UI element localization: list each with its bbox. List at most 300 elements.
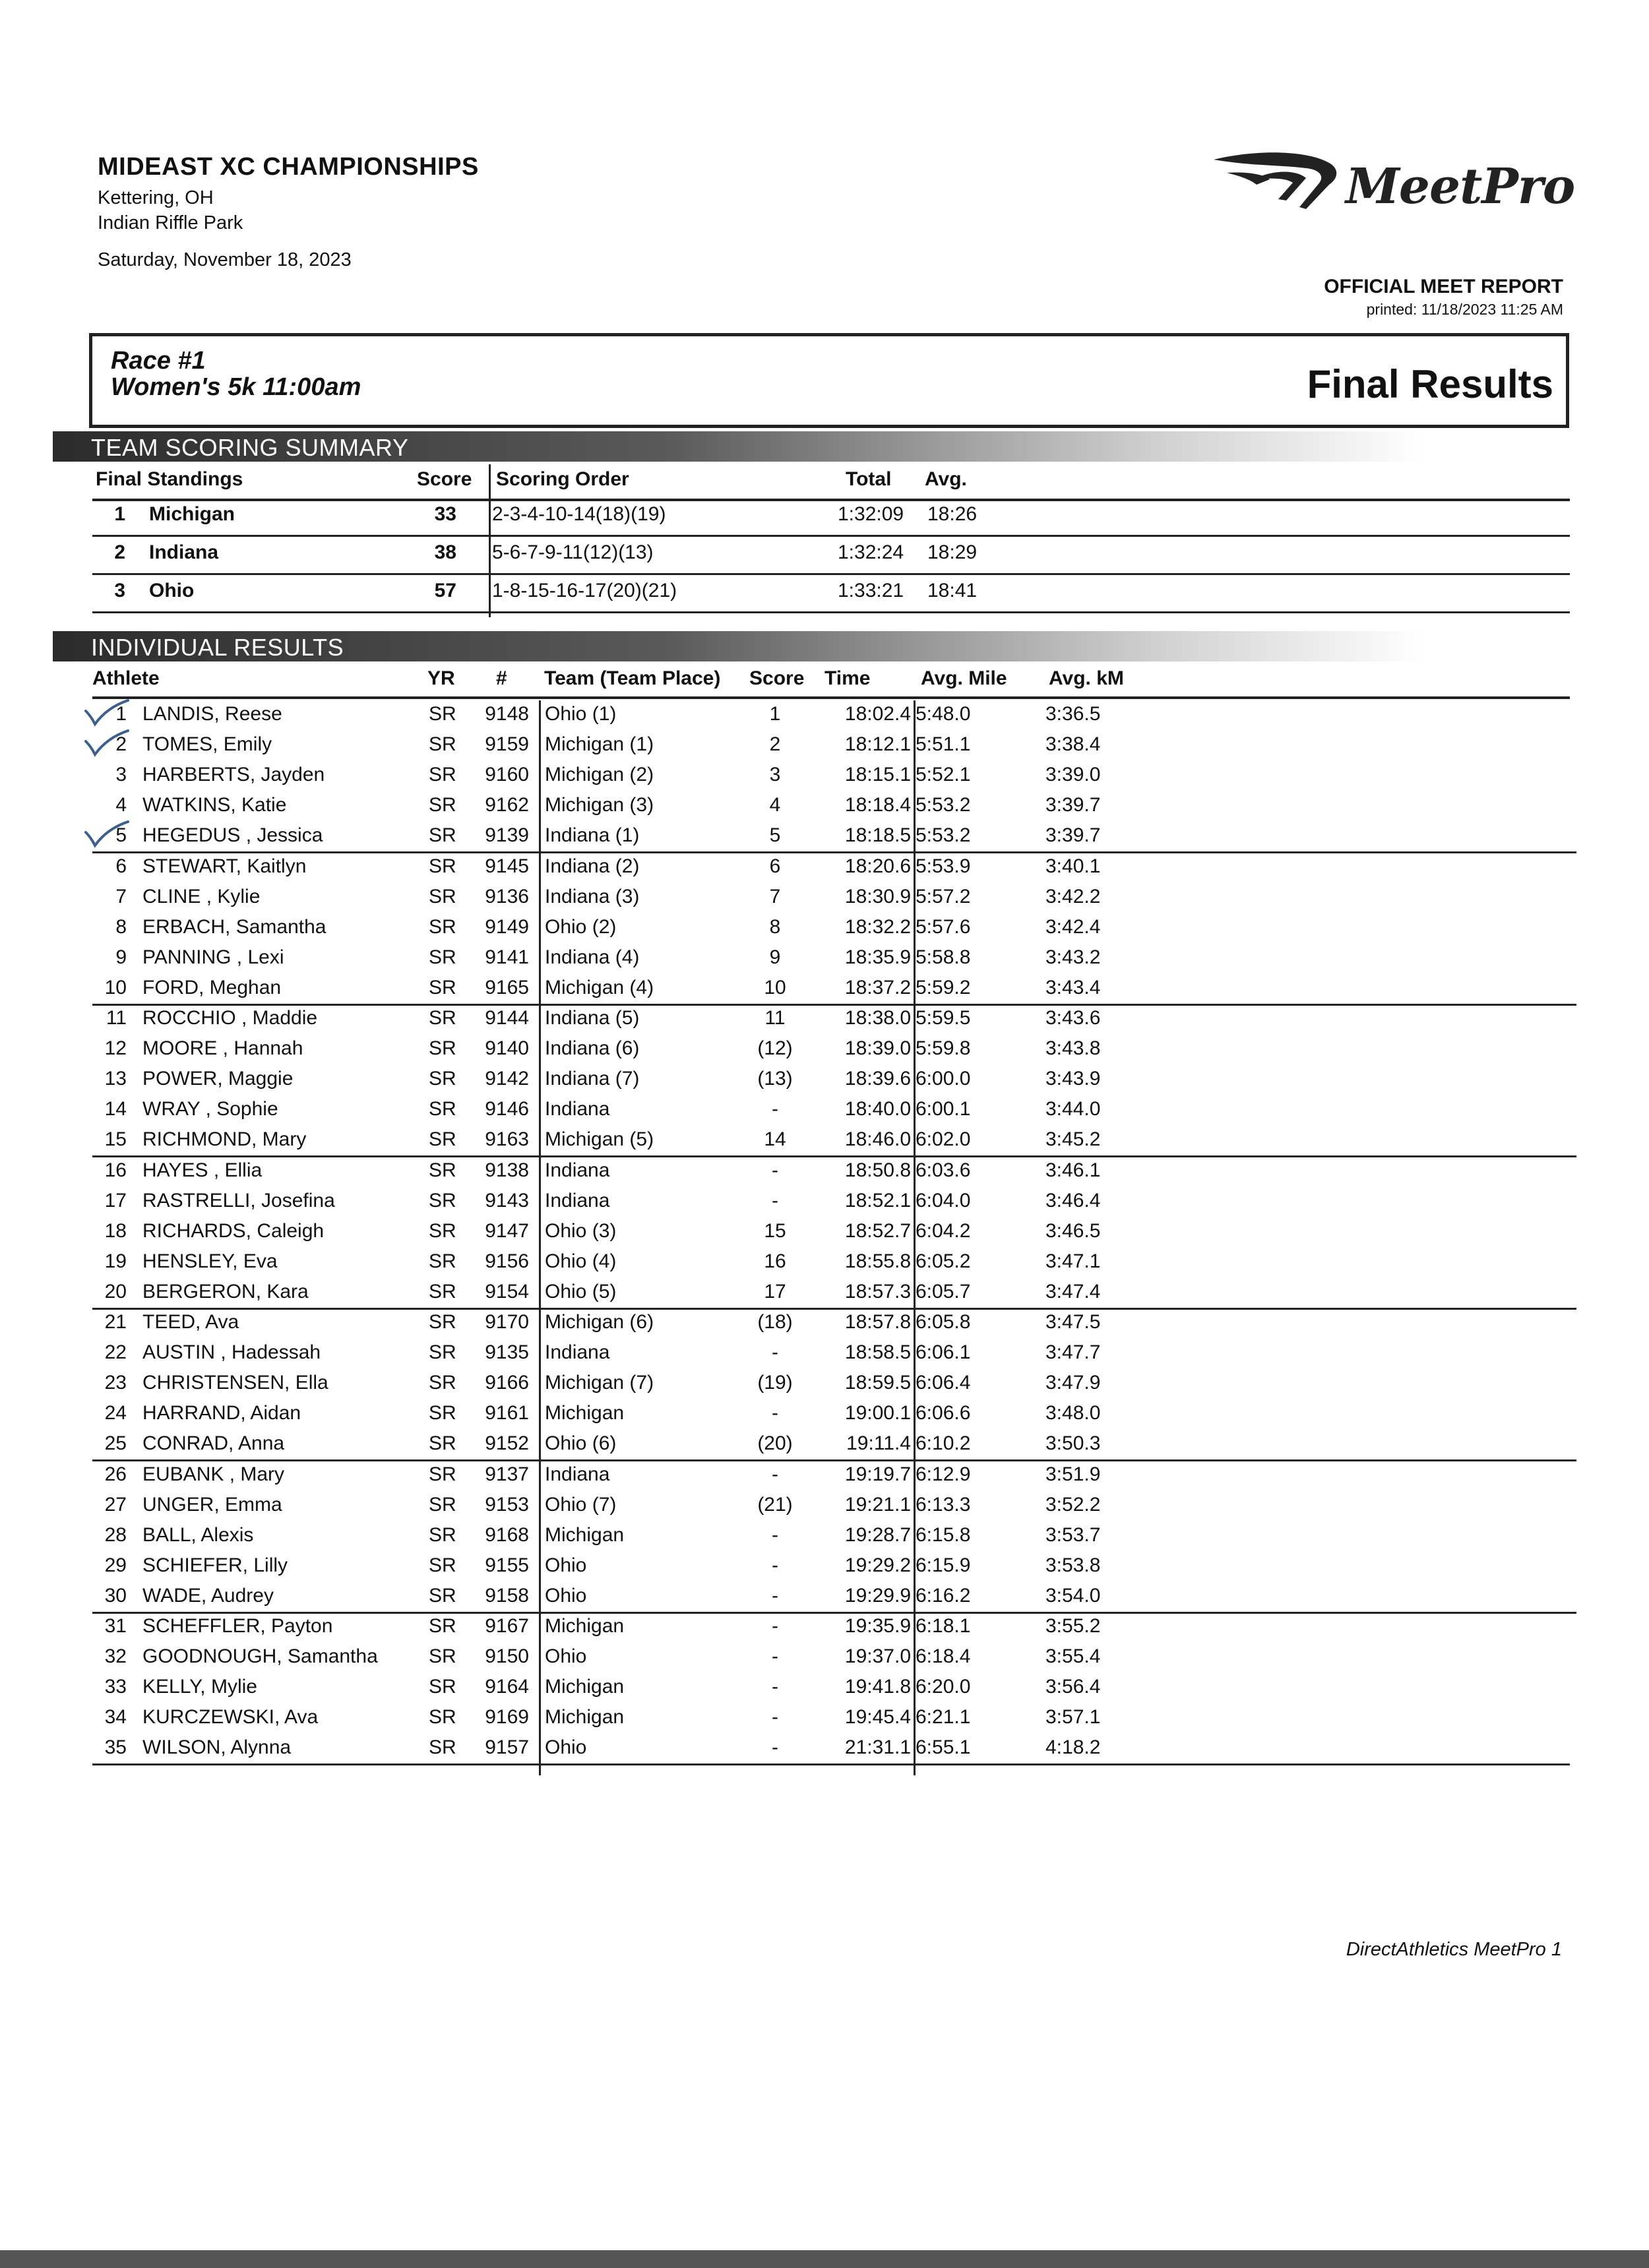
athlete-time: 18:58.5 [844,1341,911,1363]
athlete-time: 18:20.6 [844,855,911,877]
athlete-avg-mile: 6:04.2 [916,1220,971,1242]
athlete-score: - [772,1554,778,1576]
team-summary-header [53,431,1425,462]
athlete-bib: 9164 [485,1676,529,1698]
athlete-team: Indiana (5) [545,1007,640,1029]
athlete-avg-km: 3:54.0 [1045,1585,1101,1607]
team-row-rule [92,535,1570,537]
team-scoring-order: 1-8-15-16-17(20)(21) [492,580,677,601]
athlete-name: ROCCHIO , Maddie [142,1007,318,1029]
athlete-time: 18:39.6 [844,1068,911,1089]
athlete-place: 18 [104,1220,127,1242]
athlete-year: SR [429,1159,456,1181]
athlete-time: 18:57.3 [844,1281,911,1303]
athlete-name: ERBACH, Samantha [142,916,327,938]
athlete-bib: 9154 [485,1281,529,1303]
athlete-place: 12 [104,1037,127,1059]
athlete-avg-mile: 6:21.1 [916,1706,971,1728]
athlete-name: KELLY, Mylie [142,1676,257,1698]
team-summary-rule [92,499,1570,501]
athlete-name: WRAY , Sophie [142,1098,278,1120]
athlete-avg-mile: 6:06.1 [916,1341,971,1363]
athlete-place: 11 [106,1007,127,1029]
team-col-divider [539,700,541,1775]
athlete-team: Michigan (3) [545,794,654,816]
athlete-place: 8 [115,916,127,938]
team-summary-divider [489,464,491,617]
athlete-bib: 9166 [485,1372,529,1394]
athlete-avg-km: 3:48.0 [1045,1402,1101,1424]
athlete-time: 21:31.1 [844,1736,911,1758]
athlete-time: 18:37.2 [844,977,911,998]
athlete-avg-mile: 6:13.3 [916,1494,971,1516]
athlete-avg-mile: 6:12.9 [916,1463,971,1485]
athlete-place: 20 [104,1281,127,1303]
athlete-year: SR [429,1220,456,1242]
athlete-bib: 9162 [485,794,529,816]
group-divider [92,851,1576,853]
athlete-team: Indiana (2) [545,855,640,877]
athlete-team: Michigan (4) [545,977,654,998]
athlete-team: Indiana [545,1098,610,1120]
athlete-year: SR [429,764,456,785]
athlete-time: 19:00.1 [844,1402,911,1424]
athlete-score: - [772,1098,778,1120]
athlete-year: SR [429,703,456,725]
athlete-avg-km: 3:40.1 [1045,855,1101,877]
athlete-time: 18:50.8 [844,1159,911,1181]
athlete-score: (20) [757,1432,793,1454]
athlete-time: 18:12.1 [844,733,911,755]
athlete-year: SR [429,1372,456,1394]
athlete-avg-km: 3:45.2 [1045,1128,1101,1150]
athlete-team: Ohio (4) [545,1250,617,1272]
athlete-score: (19) [757,1372,793,1394]
printed-timestamp: printed: 11/18/2023 11:25 AM [1366,301,1563,318]
athlete-score: - [772,1159,778,1181]
athlete-avg-km: 3:39.7 [1045,824,1101,846]
col-final-standings: Final Standings [96,468,243,490]
col-avg: Avg. [925,468,967,490]
athlete-avg-km: 3:43.6 [1045,1007,1101,1029]
athlete-score: - [772,1706,778,1728]
athlete-bib: 9161 [485,1402,529,1424]
athlete-name: FORD, Meghan [142,977,282,998]
pen-checkmark-icon [80,818,133,851]
athlete-team: Ohio [545,1554,587,1576]
meetpro-logo [1207,146,1576,226]
athlete-avg-mile: 5:52.1 [916,764,971,785]
athlete-place: 2 [115,733,127,755]
team-summary-title: TEAM SCORING SUMMARY [91,434,409,461]
team-avg-time: 18:26 [927,503,978,525]
athlete-avg-km: 3:46.5 [1045,1220,1101,1242]
athlete-year: SR [429,1706,456,1728]
athlete-team: Ohio (7) [545,1494,617,1516]
athlete-name: PANNING , Lexi [142,946,284,968]
athlete-bib: 9144 [485,1007,529,1029]
athlete-team: Ohio (3) [545,1220,617,1242]
athlete-avg-km: 3:46.4 [1045,1190,1101,1211]
athlete-time: 18:57.8 [844,1311,911,1333]
athlete-time: 19:11.4 [846,1432,911,1454]
athlete-avg-km: 3:50.3 [1045,1432,1101,1454]
athlete-avg-km: 3:55.2 [1045,1615,1101,1637]
athlete-year: SR [429,916,456,938]
athlete-place: 23 [104,1372,127,1394]
athlete-year: SR [429,1463,456,1485]
athlete-place: 1 [115,703,127,725]
athlete-bib: 9145 [485,855,529,877]
athlete-avg-km: 3:43.4 [1045,977,1101,998]
athlete-avg-km: 3:42.2 [1045,886,1101,907]
athlete-bib: 9156 [485,1250,529,1272]
athlete-year: SR [429,824,456,846]
athlete-bib: 9155 [485,1554,529,1576]
athlete-bib: 9158 [485,1585,529,1607]
athlete-bib: 9167 [485,1615,529,1637]
athlete-bib: 9169 [485,1706,529,1728]
athlete-avg-mile: 6:55.1 [916,1736,971,1758]
athlete-place: 17 [104,1190,127,1211]
athlete-place: 24 [104,1402,127,1424]
athlete-team: Michigan [545,1615,625,1637]
athlete-avg-mile: 5:51.1 [916,733,971,755]
athlete-name: HENSLEY, Eva [142,1250,278,1272]
athlete-bib: 9160 [485,764,529,785]
athlete-score: 17 [764,1281,786,1303]
athlete-team: Indiana [545,1341,610,1363]
athlete-time: 18:40.0 [844,1098,911,1120]
group-divider [92,1155,1576,1157]
team-scoring-order: 2-3-4-10-14(18)(19) [492,503,666,525]
athlete-name: CLINE , Kylie [142,886,261,907]
athlete-avg-mile: 6:18.4 [916,1645,971,1667]
athlete-year: SR [429,1037,456,1059]
athlete-name: KURCZEWSKI, Ava [142,1706,319,1728]
athlete-avg-mile: 5:53.2 [916,794,971,816]
athlete-avg-km: 3:43.2 [1045,946,1101,968]
athlete-time: 18:52.7 [844,1220,911,1242]
athlete-score: 9 [769,946,781,968]
team-name: Indiana [149,541,219,563]
athlete-year: SR [429,1341,456,1363]
athlete-bib: 9147 [485,1220,529,1242]
athlete-year: SR [429,1068,456,1089]
athlete-year: SR [429,886,456,907]
team-place: 1 [114,503,125,525]
athlete-place: 30 [104,1585,127,1607]
athlete-bib: 9142 [485,1068,529,1089]
athlete-name: CHRISTENSEN, Ella [142,1372,328,1394]
meet-city: Kettering, OH [98,187,214,208]
athlete-bib: 9149 [485,916,529,938]
race-number: Race #1 [111,347,206,375]
athlete-time: 18:30.9 [844,886,911,907]
athlete-time: 18:15.1 [844,764,911,785]
athlete-bib: 9165 [485,977,529,998]
athlete-time: 19:45.4 [844,1706,911,1728]
team-score: 38 [434,541,456,563]
athlete-avg-km: 3:42.4 [1045,916,1101,938]
team-avg-time: 18:29 [927,541,978,563]
athlete-avg-km: 3:47.1 [1045,1250,1101,1272]
athlete-place: 7 [115,886,127,907]
athlete-year: SR [429,1494,456,1516]
athlete-avg-km: 3:47.4 [1045,1281,1101,1303]
athlete-time: 18:02.4 [844,703,911,725]
group-divider [92,1612,1576,1614]
athlete-team: Michigan [545,1402,625,1424]
athlete-team: Michigan (7) [545,1372,654,1394]
meet-date: Saturday, November 18, 2023 [98,249,352,270]
athlete-team: Indiana (1) [545,824,640,846]
athlete-place: 9 [115,946,127,968]
athlete-team: Michigan (1) [545,733,654,755]
athlete-avg-mile: 5:57.2 [916,886,971,907]
athlete-place: 32 [104,1645,127,1667]
athlete-score: 4 [769,794,781,816]
athlete-place: 13 [104,1068,127,1089]
athlete-score: 2 [769,733,781,755]
athlete-name: LANDIS, Reese [142,703,282,725]
athlete-bib: 9170 [485,1311,529,1333]
individual-results-title: INDIVIDUAL RESULTS [91,634,344,661]
athlete-avg-km: 3:52.2 [1045,1494,1101,1516]
athlete-place: 21 [104,1311,127,1333]
athlete-place: 29 [104,1554,127,1576]
col-yr: YR [427,667,455,689]
athlete-score: - [772,1676,778,1698]
athlete-time: 18:38.0 [844,1007,911,1029]
athlete-name: WATKINS, Katie [142,794,287,816]
col-score: Score [749,667,805,689]
athlete-name: HARBERTS, Jayden [142,764,325,785]
col-time: Time [824,667,871,689]
group-divider [92,1763,1570,1765]
athlete-name: CONRAD, Anna [142,1432,285,1454]
athlete-time: 18:55.8 [844,1250,911,1272]
athlete-year: SR [429,1524,456,1546]
athlete-avg-mile: 6:15.9 [916,1554,971,1576]
athlete-avg-mile: 6:06.6 [916,1402,971,1424]
athlete-team: Indiana (6) [545,1037,640,1059]
athlete-score: 3 [769,764,781,785]
athlete-team: Ohio (5) [545,1281,617,1303]
athlete-bib: 9153 [485,1494,529,1516]
athlete-avg-mile: 6:04.0 [916,1190,971,1211]
athlete-time: 18:39.0 [844,1037,911,1059]
col-team: Team (Team Place) [544,667,721,689]
athlete-team: Ohio (2) [545,916,617,938]
athlete-bib: 9150 [485,1645,529,1667]
athlete-bib: 9136 [485,886,529,907]
col-avg-km: Avg. kM [1049,667,1124,689]
athlete-name: HEGEDUS , Jessica [142,824,323,846]
athlete-bib: 9141 [485,946,529,968]
athlete-year: SR [429,977,456,998]
athlete-time: 19:21.1 [844,1494,911,1516]
athlete-bib: 9138 [485,1159,529,1181]
athlete-bib: 9146 [485,1098,529,1120]
report-title: OFFICIAL MEET REPORT [1324,276,1563,297]
team-place: 3 [114,580,125,601]
athlete-avg-mile: 6:15.8 [916,1524,971,1546]
athlete-team: Ohio [545,1645,587,1667]
athlete-time: 19:28.7 [844,1524,911,1546]
athlete-team: Ohio (1) [545,703,617,725]
athlete-name: RASTRELLI, Josefina [142,1190,335,1211]
individual-header-rule [92,696,1570,699]
athlete-team: Ohio [545,1736,587,1758]
athlete-score: (12) [757,1037,793,1059]
results-status: Final Results [1307,362,1553,406]
athlete-time: 19:41.8 [844,1676,911,1698]
athlete-name: RICHMOND, Mary [142,1128,307,1150]
athlete-place: 26 [104,1463,127,1485]
athlete-score: (21) [757,1494,793,1516]
athlete-score: 8 [769,916,781,938]
team-total-time: 1:32:24 [838,541,904,563]
athlete-avg-mile: 6:18.1 [916,1615,971,1637]
athlete-bib: 9135 [485,1341,529,1363]
athlete-avg-mile: 5:58.8 [916,946,971,968]
athlete-name: BALL, Alexis [142,1524,254,1546]
athlete-avg-km: 3:47.5 [1045,1311,1101,1333]
team-row-rule [92,611,1570,613]
group-divider [92,1004,1576,1006]
athlete-score: 6 [769,855,781,877]
athlete-time: 19:29.9 [844,1585,911,1607]
athlete-bib: 9163 [485,1128,529,1150]
brand-name: MeetPro [1346,158,1575,215]
group-divider [92,1308,1576,1310]
athlete-place: 33 [104,1676,127,1698]
athlete-place: 15 [104,1128,127,1150]
athlete-name: WADE, Audrey [142,1585,274,1607]
athlete-year: SR [429,1676,456,1698]
athlete-place: 16 [104,1159,127,1181]
swoosh-icon [1207,146,1346,226]
athlete-team: Michigan [545,1676,625,1698]
athlete-name: TOMES, Emily [142,733,272,755]
athlete-name: GOODNOUGH, Samantha [142,1645,378,1667]
athlete-time: 18:18.5 [844,824,911,846]
athlete-year: SR [429,855,456,877]
col-athlete: Athlete [92,667,160,689]
athlete-avg-km: 3:43.9 [1045,1068,1101,1089]
athlete-avg-km: 3:47.9 [1045,1372,1101,1394]
col-scoring-order: Scoring Order [496,468,629,490]
athlete-score: 5 [769,824,781,846]
athlete-team: Indiana [545,1463,610,1485]
athlete-avg-mile: 5:57.6 [916,916,971,938]
athlete-avg-km: 3:43.8 [1045,1037,1101,1059]
scan-edge [0,2250,1649,2268]
pen-checkmark-icon [80,727,133,760]
footer-credit: DirectAthletics MeetPro 1 [1346,1939,1562,1960]
athlete-name: STEWART, Kaitlyn [142,855,307,877]
athlete-year: SR [429,1190,456,1211]
meet-title: MIDEAST XC CHAMPIONSHIPS [98,153,479,181]
athlete-place: 31 [104,1615,127,1637]
athlete-place: 35 [104,1736,127,1758]
col-avg-mile: Avg. Mile [921,667,1007,689]
athlete-avg-km: 3:53.7 [1045,1524,1101,1546]
athlete-place: 22 [104,1341,127,1363]
athlete-bib: 9143 [485,1190,529,1211]
athlete-avg-mile: 5:59.5 [916,1007,971,1029]
athlete-avg-mile: 5:48.0 [916,703,971,725]
athlete-team: Ohio [545,1585,587,1607]
athlete-year: SR [429,1645,456,1667]
athlete-year: SR [429,1281,456,1303]
athlete-year: SR [429,1736,456,1758]
athlete-year: SR [429,1128,456,1150]
athlete-score: 7 [769,886,781,907]
team-name: Michigan [149,503,235,525]
athlete-avg-mile: 6:05.2 [916,1250,971,1272]
group-divider [92,1459,1576,1461]
athlete-team: Michigan [545,1706,625,1728]
athlete-place: 34 [104,1706,127,1728]
athlete-name: EUBANK , Mary [142,1463,285,1485]
athlete-team: Michigan [545,1524,625,1546]
athlete-year: SR [429,1432,456,1454]
athlete-team: Michigan (6) [545,1311,654,1333]
athlete-team: Indiana [545,1190,610,1211]
athlete-avg-mile: 6:02.0 [916,1128,971,1150]
athlete-name: WILSON, Alynna [142,1736,292,1758]
athlete-bib: 9137 [485,1463,529,1485]
athlete-score: 1 [769,703,781,725]
athlete-avg-mile: 6:20.0 [916,1676,971,1698]
athlete-team: Indiana (3) [545,886,640,907]
athlete-time: 19:37.0 [844,1645,911,1667]
athlete-score: - [772,1615,778,1637]
team-score: 57 [434,580,456,601]
race-name: Women's 5k 11:00am [111,373,361,401]
athlete-team: Indiana (4) [545,946,640,968]
athlete-avg-mile: 5:59.8 [916,1037,971,1059]
athlete-name: RICHARDS, Caleigh [142,1220,325,1242]
athlete-place: 14 [104,1098,127,1120]
athlete-score: 10 [764,977,786,998]
athlete-name: MOORE , Hannah [142,1037,303,1059]
athlete-score: 16 [764,1250,786,1272]
athlete-name: HARRAND, Aidan [142,1402,301,1424]
athlete-avg-mile: 5:53.2 [916,824,971,846]
athlete-place: 4 [115,794,127,816]
athlete-avg-km: 3:57.1 [1045,1706,1101,1728]
athlete-bib: 9168 [485,1524,529,1546]
athlete-time: 18:32.2 [844,916,911,938]
col-score: Score [417,468,472,490]
athlete-year: SR [429,1554,456,1576]
athlete-score: - [772,1524,778,1546]
athlete-place: 27 [104,1494,127,1516]
athlete-score: - [772,1341,778,1363]
athlete-time: 18:18.4 [844,794,911,816]
athlete-place: 25 [104,1432,127,1454]
pen-checkmark-icon [80,696,133,729]
athlete-score: - [772,1585,778,1607]
athlete-avg-km: 3:56.4 [1045,1676,1101,1698]
team-total-time: 1:33:21 [838,580,904,601]
athlete-time: 18:59.5 [844,1372,911,1394]
athlete-avg-km: 3:39.0 [1045,764,1101,785]
athlete-name: SCHEFFLER, Payton [142,1615,333,1637]
